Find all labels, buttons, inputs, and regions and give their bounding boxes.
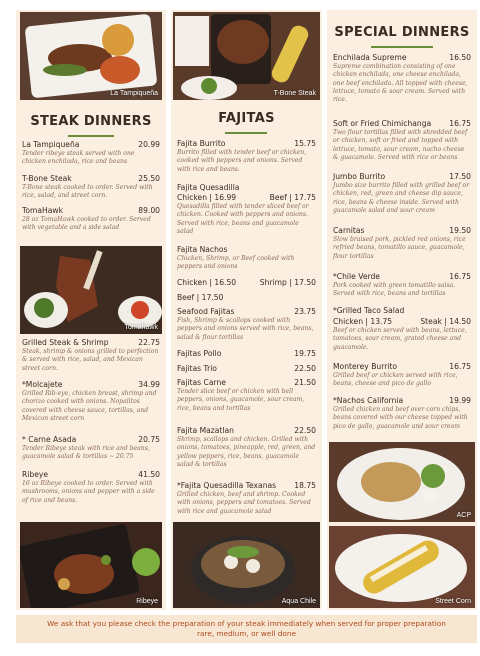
menu-item: Monterey Burrito 16.75 Grilled beef or chicken served with rice, beans, cheese and pico de gallo [333, 362, 471, 388]
photo-caption: T-Bone Steak [273, 90, 316, 97]
menu-item: *Grilled Taco Salad [333, 306, 405, 315]
photo-caption: La Tampiqueña [110, 90, 158, 97]
fajitas-title-underline [225, 132, 267, 134]
menu-item: *Molcajete 34.99 Grilled Rib-eye, chicken breast, shrimp and chorizo cooked with onions. Nopalitos covered with cheese sauce, tortillas, and Mexican street corn [22, 380, 160, 422]
la-tampiquena-photo [20, 12, 162, 100]
photo-caption: Tomahawk [124, 324, 158, 331]
tomahawk-photo [20, 246, 162, 334]
notice-line-2: rare, medium, or well done [197, 628, 296, 638]
steak-column [16, 10, 166, 610]
menu-item: * Carne Asada 20.75 Tender Ribeye steak with rice and beans, guacamole salad & tortillas ~ 20.75 [22, 435, 160, 461]
menu-item: *Chile Verde 16.75 Pork cooked with green tomatillo salsa. Served with rice, beans and tortillas [333, 272, 471, 298]
menu-item: Chicken | 16.99 Beef | 17.75 Quesadilla filled with tender sliced beef or chicken. Cooked with peppers and onions. Served with rice, beans and guacamole salad [177, 193, 316, 235]
menu-item: Chicken | 16.50 Shrimp | 17.50 [177, 278, 316, 287]
plate-illustration [20, 12, 162, 100]
menu-item: *Fajita Quesadilla Texanas 18.75 Grilled chicken, beef and shrimp. Cooked with onions, peppers and tomatoes. Served with rice and guacamole salad [177, 481, 316, 515]
ribeye-photo [20, 522, 162, 608]
menu-item: Fajita Nachos Chicken, Shrimp, or Beef cooked with peppers and onions [177, 245, 295, 271]
menu-item: Fajitas Trio 22.50 [177, 364, 316, 373]
menu-item: T-Bone Steak 25.50 T-Bone steak cooked to order. Served with rice, salad, and street corn. [22, 174, 160, 200]
menu-item: Fajita Mazatlan 22.50 Shrimp, scallops and chicken. Grilled with onions, tomatoes, pineapple, red, green, and yellow peppers, rice, beans, guacamole salad & tortillas [177, 426, 316, 468]
notice-line-1: We ask that you please check the preparation of your steak immediately when served for proper preparation [47, 619, 446, 628]
special-column [327, 10, 477, 610]
menu-item: Fajita Burrito 15.75 Burrito filled with tender beef or chicken, cooked with peppers and onions. Served with rice and beans. [177, 139, 316, 173]
menu-item: *Nachos California 19.99 Grilled chicken and beef over corn chips, beans covered with our cheese topped with pico de gallo, guacamole and sour cream [333, 396, 471, 430]
photo-caption: Street Corn [435, 598, 471, 605]
street-corn-photo [329, 526, 475, 608]
menu-item: Chicken | 13.75 Steak | 14.50 Beef or chicken served with beans, lettuce, tomatoes, sour cream, grated cheese and guacamole. [333, 317, 471, 351]
fajitas-column [171, 10, 322, 610]
special-title-underline [371, 46, 433, 48]
steak-title-underline [68, 135, 114, 137]
aqua-chile-illustration [173, 522, 320, 608]
steak-section-title: STEAK DINNERS [30, 114, 152, 129]
menu-item: Jumbo Burrito 17.50 Jumbo size burrito filled with grilled beef or chicken, red, green and cheese dip sauce, rice, beans & cheese inside. Served with guacamole salad and sour cream [333, 172, 471, 214]
menu-item: Carnitas 19.50 Slow braised pork, pickled red onions, rice refried beans, tomatillo sauce, guacamole, flour tortillas [333, 226, 471, 260]
tbone-photo [173, 12, 320, 100]
steak-preparation-notice [16, 615, 477, 643]
special-section-title: SPECIAL DINNERS [334, 25, 470, 40]
menu-item: La Tampiqueña 20.99 Tender ribeye steak served with one chicken enchilada, rice and beans [22, 140, 160, 166]
menu-item: TomaHawk 89.00 28 oz TomaHawk cooked to order. Served with vegetable and a side salad [22, 206, 160, 232]
photo-caption: Aqua Chile [281, 598, 316, 605]
acp-photo [329, 442, 475, 522]
photo-caption: Ribeye [136, 598, 158, 605]
menu-item: Ribeye 41.50 16 oz Ribeye cooked to order. Served with mushrooms, onions and pepper with a side of rice and beans. [22, 470, 160, 504]
acp-plate-illustration [329, 442, 475, 522]
fajitas-section-title: FAJITAS [218, 111, 275, 126]
menu-item: Seafood Fajitas 23.75 Fish, Shrimp & scallops cooked with peppers and onions served with rice, beans, salad & flour tortillas [177, 307, 316, 341]
menu-item: Enchilada Supreme 16.50 Supreme combination consisting of one chicken enchilada, one cheese enchilada, one beef enchilada. All topped with cheese, lettuce, tomato & sour cream. Served with rice. [333, 53, 471, 104]
menu-item: Fajitas Pollo 19.75 [177, 349, 316, 358]
menu-item: Fajita Quesadilla [177, 183, 240, 192]
steak-board-illustration [20, 246, 162, 334]
photo-caption: ACP [456, 512, 471, 519]
menu-item: Fajitas Carne 21.50 Tender slice beef or chicken with bell peppers, onions, guacamole, sour cream, rice, beans and tortillas [177, 378, 316, 412]
tbone-plate-illustration [173, 12, 320, 100]
menu-item: Grilled Steak & Shrimp 22.75 Steak, shrimp & onions grilled to perfection & served with rice, salad, and Mexican street corn. [22, 338, 160, 372]
street-corn-illustration [329, 526, 475, 608]
aqua-chile-photo [173, 522, 320, 608]
menu-item: Soft or Fried Chimichanga 16.75 Two flour tortillas filled with shredded beef or chicken, soft or fried and topped with lettuce, tomato, sour cream, nacho cheese & guacamole. Served with rice or beans [333, 119, 471, 161]
ribeye-plate-illustration [20, 522, 162, 608]
menu-item: Beef | 17.50 [177, 293, 224, 302]
